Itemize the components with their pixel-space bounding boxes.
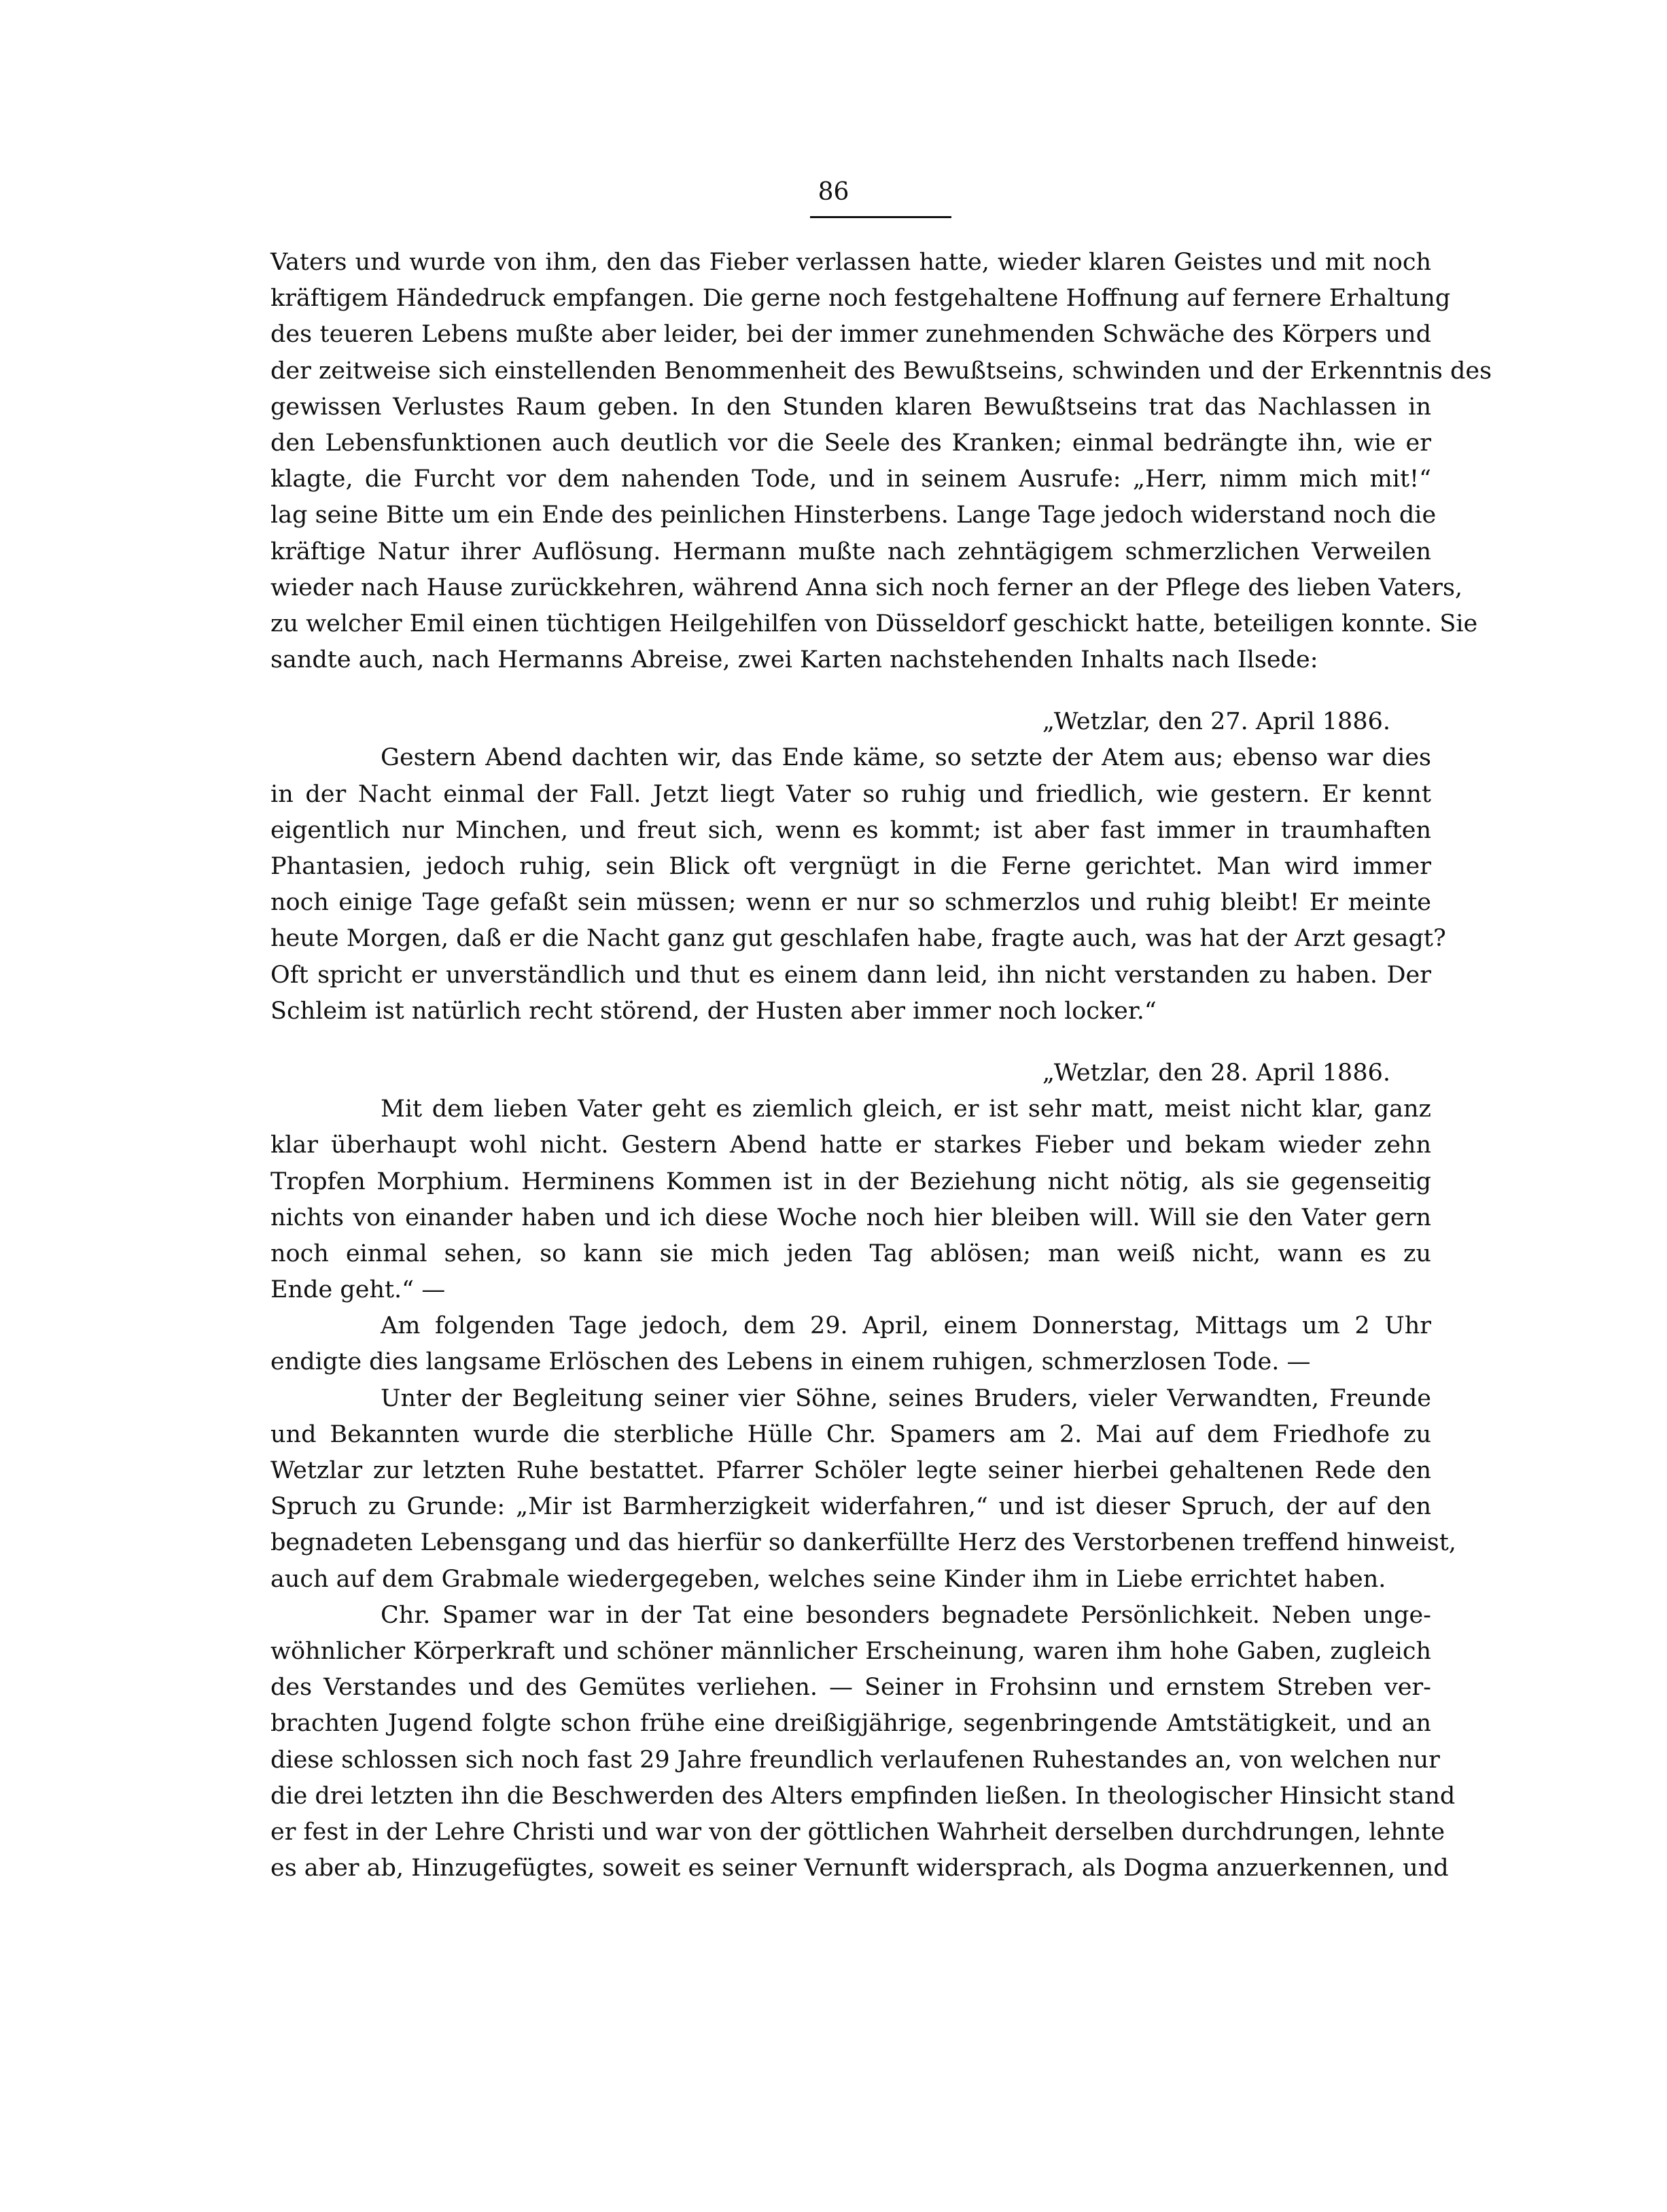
text-line: lag seine Bitte um ein Ende des peinlichen Hinsterbens. Lange Tage jedoch widerstand noch die — [270, 502, 1437, 529]
text-line: Spruch zu Grunde: „Mir ist Barmherzigkeit widerfahren,“ und ist dieser Spruch, der auf den — [270, 1493, 1431, 1521]
letter-dateline: „Wetzlar, den 27. April 1886. — [1042, 708, 1390, 736]
text-line: kräftigem Händedruck empfangen. Die gerne noch festgehaltene Hoffnung auf fernere Erhaltung — [270, 285, 1451, 313]
paragraph-character — [270, 1598, 1456, 1887]
text-line: noch einmal sehen, so kann sie mich jeden Tag ablösen; man weiß nicht, wann es zu — [270, 1240, 1431, 1267]
spacer — [270, 678, 1431, 704]
page-number: 86 — [818, 178, 849, 206]
text-line: es aber ab, Hinzugefügtes, soweit es seiner Vernunft widersprach, als Dogma anzuerkennen, und — [270, 1855, 1449, 1882]
text-line: in der Nacht einmal der Fall. Jetzt liegt Vater so ruhig und friedlich, wie gestern. Er kennt — [270, 780, 1431, 808]
text-line: Wetzlar zur letzten Ruhe bestattet. Pfarrer Schöler legte seiner hierbei gehaltenen Rede den — [270, 1457, 1431, 1484]
text-line: gewissen Verlustes Raum geben. In den Stunden klaren Bewußtseins trat das Nachlassen in — [270, 393, 1431, 421]
paragraph-intro — [270, 245, 1492, 678]
text-line: zu welcher Emil einen tüchtigen Heilgehilfen von Düsseldorf geschickt hatte, beteiligen konnte. Sie — [270, 610, 1478, 637]
text-line: Mit dem lieben Vater geht es ziemlich gleich, er ist sehr matt, meist nicht klar, ganz — [381, 1095, 1431, 1123]
text-line: Vaters und wurde von ihm, den das Fieber verlassen hatte, wieder klaren Geistes und mit noch — [270, 249, 1431, 276]
text-line: nichts von einander haben und ich diese Woche noch hier bleiben will. Will sie den Vater gern — [270, 1204, 1431, 1231]
text-line: wöhnlicher Körperkraft und schöner männlicher Erscheinung, waren ihm hohe Gaben, zugleich — [270, 1637, 1431, 1665]
text-line: Chr. Spamer war in der Tat eine besonders begnadete Persönlichkeit. Neben unge- — [381, 1601, 1431, 1629]
text-line: Phantasien, jedoch ruhig, sein Blick oft vergnügt in die Ferne gerichtet. Man wird immer — [270, 853, 1431, 880]
paragraph-death — [270, 1308, 1431, 1380]
text-line: des teueren Lebens mußte aber leider, bei der immer zunehmenden Schwäche des Körpers und — [270, 321, 1431, 349]
text-line: Schleim ist natürlich recht störend, der Husten aber immer noch locker.“ — [270, 997, 1157, 1025]
spacer — [270, 1030, 1431, 1055]
text-line: sandte auch, nach Hermanns Abreise, zwei Karten nachstehenden Inhalts nach Ilsede: — [270, 646, 1318, 674]
text-line: noch einige Tage gefaßt sein müssen; wenn er nur so schmerzlos und ruhig bleibt! Er meinte — [270, 889, 1431, 917]
text-line: die drei letzten ihn die Beschwerden des Alters empfinden ließen. In theologischer Hinsicht stand — [270, 1782, 1456, 1810]
letter-april-27 — [270, 704, 1446, 1030]
header-rule — [810, 216, 951, 218]
text-line: Ende geht.“ — — [270, 1276, 446, 1304]
text-line: er fest in der Lehre Christi und war von der göttlichen Wahrheit derselben durchdrungen, lehnte — [270, 1818, 1445, 1846]
page-body — [270, 245, 1492, 1886]
text-line: klar überhaupt wohl nicht. Gestern Abend hatte er starkes Fieber und bekam wieder zehn — [270, 1131, 1431, 1159]
text-line: begnadeten Lebensgang und das hierfür so dankerfüllte Herz des Verstorbenen treffend hinweist, — [270, 1529, 1456, 1557]
text-line: eigentlich nur Minchen, und freut sich, wenn es kommt; ist aber fast immer in traumhaften — [270, 816, 1431, 844]
text-line: Gestern Abend dachten wir, das Ende käme, so setzte der Atem aus; ebenso war dies — [381, 744, 1431, 772]
text-line: des Verstandes und des Gemütes verliehen. — Seiner in Frohsinn und ernstem Streben ver- — [270, 1674, 1431, 1702]
text-line: kräftige Natur ihrer Auflösung. Hermann mußte nach zehntägigem schmerzlichen Verweilen — [270, 538, 1431, 565]
text-line: brachten Jugend folgte schon frühe eine dreißigjährige, segenbringende Amtstätigkeit, und an — [270, 1710, 1431, 1738]
text-line: Tropfen Morphium. Herminens Kommen ist in der Beziehung nicht nötig, als sie gegenseitig — [270, 1168, 1431, 1195]
text-line: den Lebensfunktionen auch deutlich vor die Seele des Kranken; einmal bedrängte ihn, wie er — [270, 429, 1431, 457]
letter-april-28 — [270, 1055, 1431, 1308]
text-line: Am folgenden Tage jedoch, dem 29. April, einem Donnerstag, Mittags um 2 Uhr — [381, 1312, 1431, 1340]
text-line: der zeitweise sich einstellenden Benommenheit des Bewußtseins, schwinden und der Erkenntnis des — [270, 357, 1492, 385]
text-line: Oft spricht er unverständlich und thut es einem dann leid, ihn nicht verstanden zu haben. Der — [270, 961, 1431, 989]
text-line: Unter der Begleitung seiner vier Söhne, seines Bruders, vieler Verwandten, Freunde — [381, 1384, 1431, 1412]
paragraph-burial — [270, 1381, 1456, 1598]
text-line: endigte dies langsame Erlöschen des Lebens in einem ruhigen, schmerzlosen Tode. — — [270, 1348, 1311, 1376]
text-line: diese schlossen sich noch fast 29 Jahre freundlich verlaufenen Ruhestandes an, von welchen nur — [270, 1746, 1440, 1774]
text-line: heute Morgen, daß er die Nacht ganz gut geschlafen habe, fragte auch, was hat der Arzt gesagt? — [270, 925, 1446, 953]
text-line: und Bekannten wurde die sterbliche Hülle Chr. Spamers am 2. Mai auf dem Friedhofe zu — [270, 1420, 1431, 1448]
text-line: klagte, die Furcht vor dem nahenden Tode, und in seinem Ausrufe: „Herr, nimm mich mit!“ — [270, 466, 1431, 493]
text-line: auch auf dem Grabmale wiedergegeben, welches seine Kinder ihm in Liebe errichtet haben. — [270, 1565, 1386, 1593]
text-line: wieder nach Hause zurückkehren, während Anna sich noch ferner an der Pflege des lieben Vaters, — [270, 574, 1463, 601]
letter-dateline: „Wetzlar, den 28. April 1886. — [1042, 1059, 1390, 1087]
